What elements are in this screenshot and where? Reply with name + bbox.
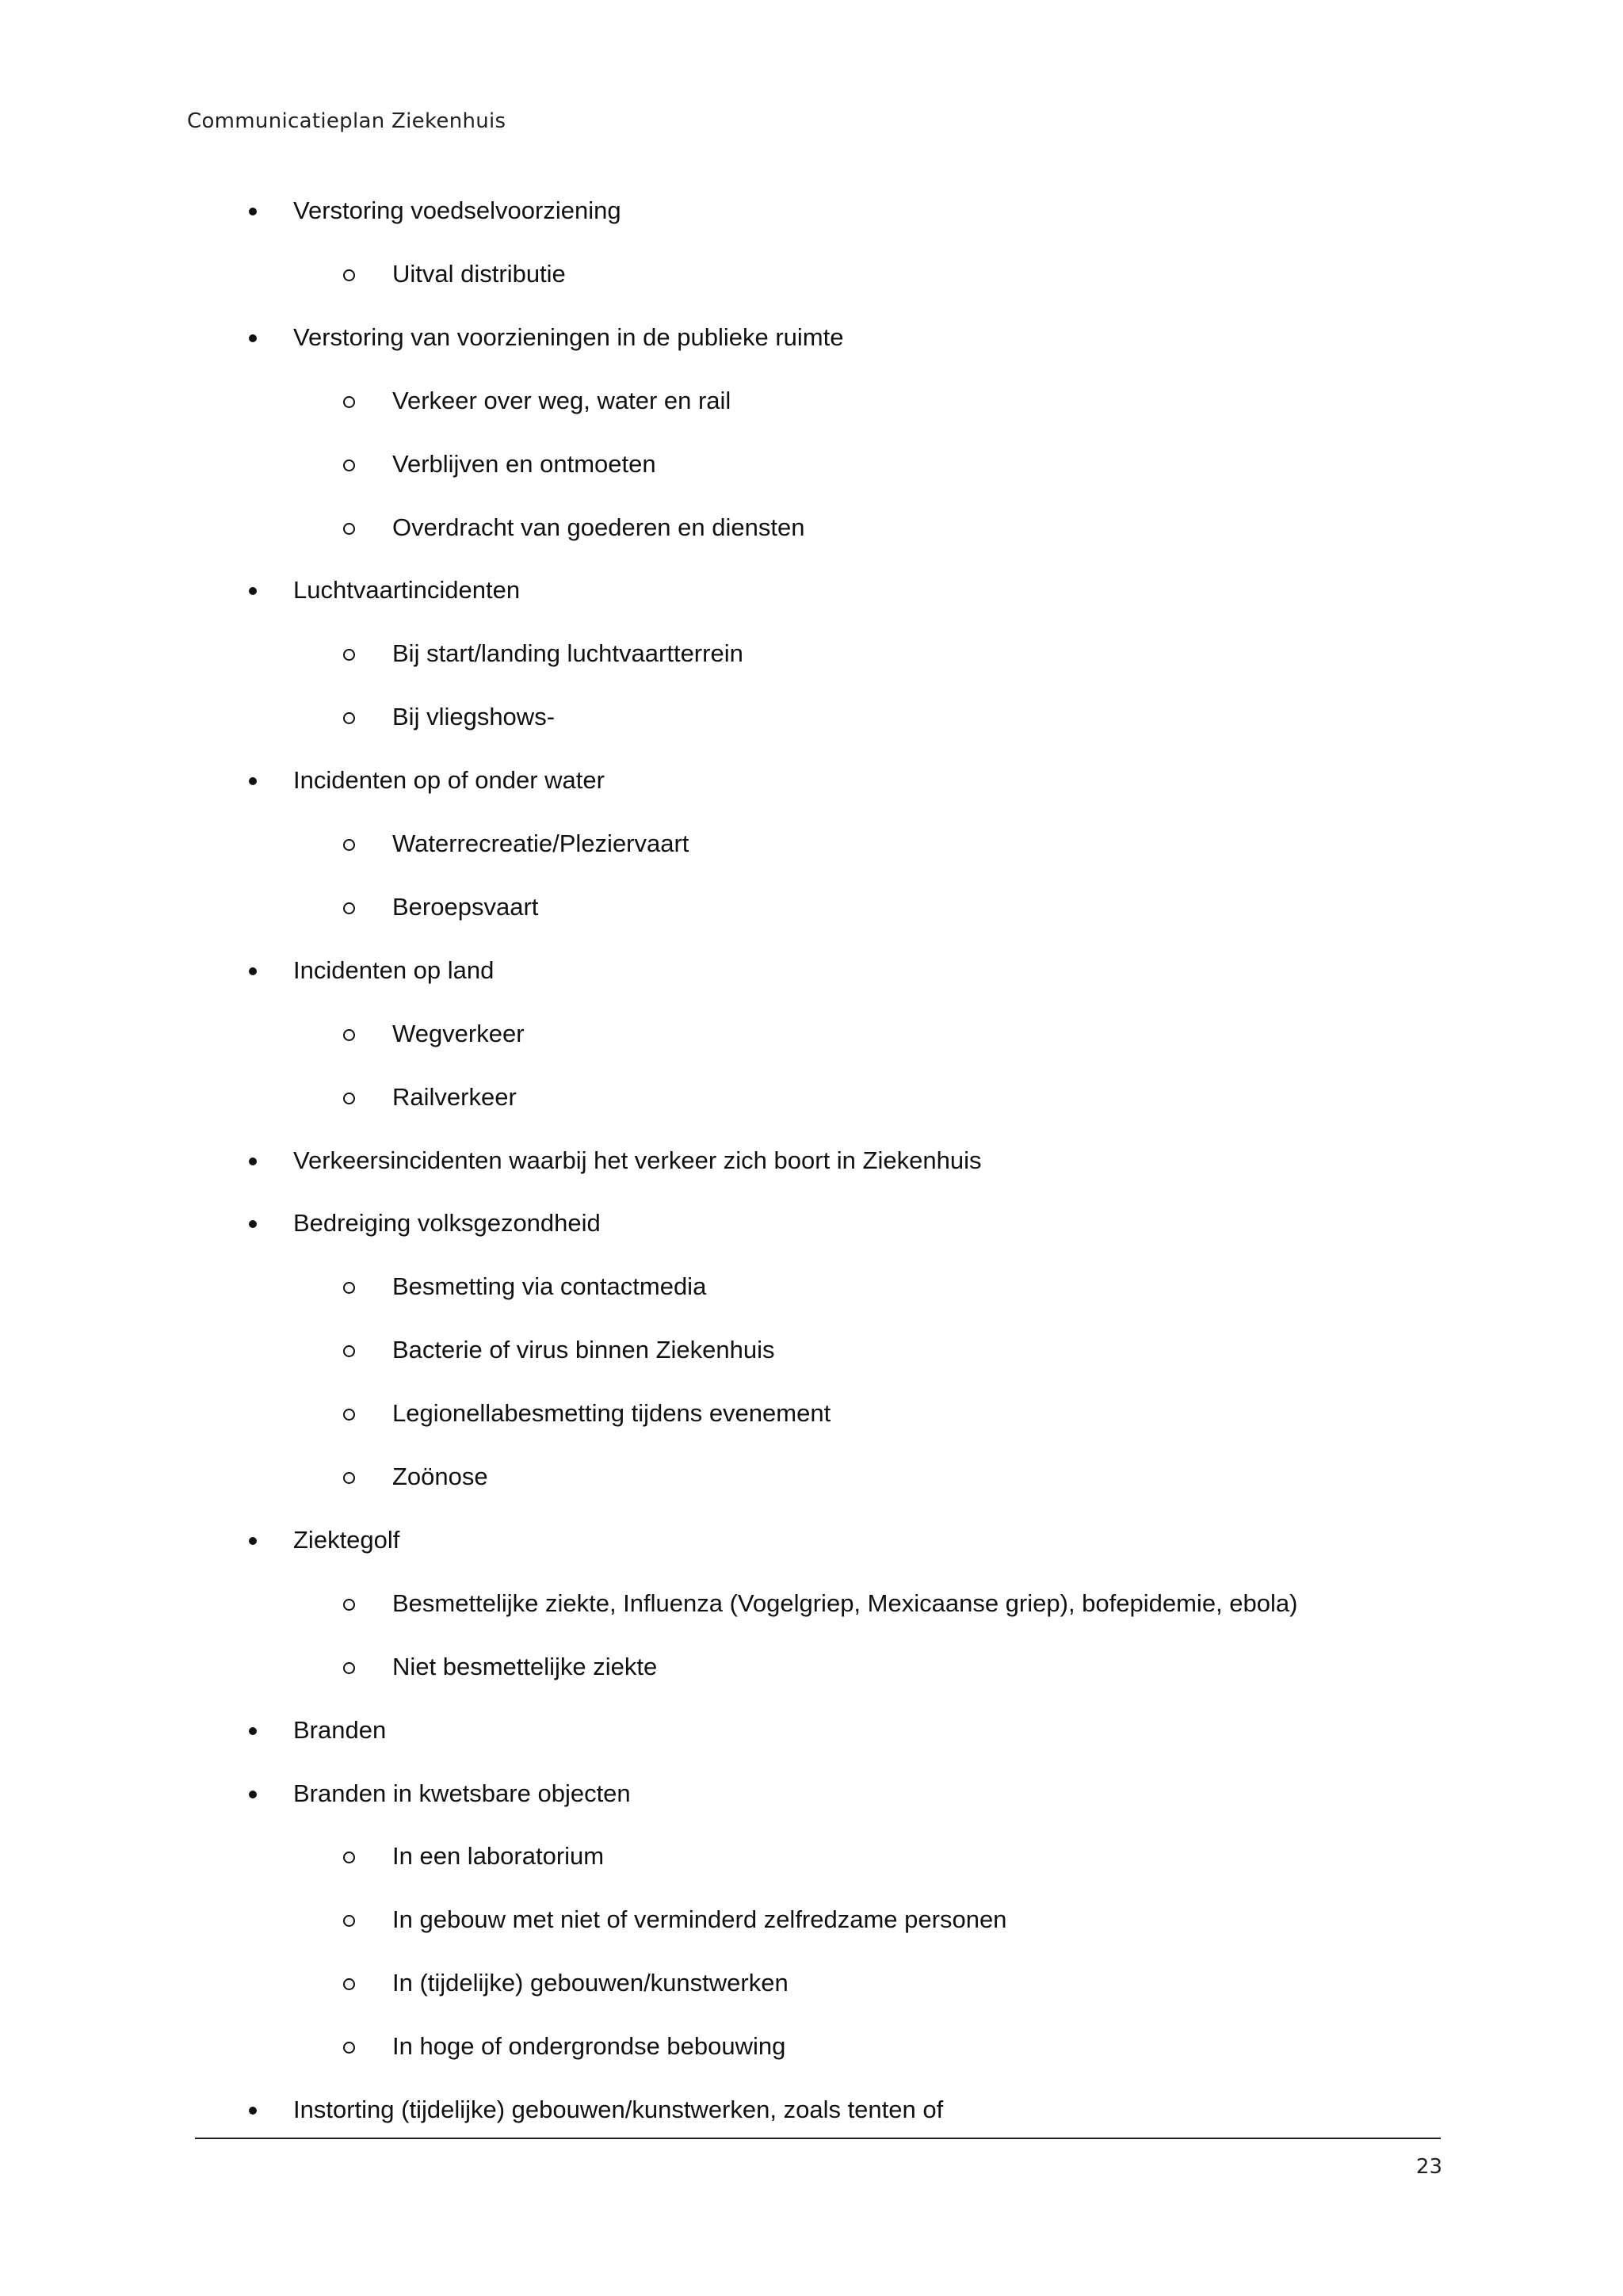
sub-bullet-marker bbox=[343, 1852, 356, 1864]
sub-bullet-marker bbox=[343, 1029, 356, 1042]
sub-bullet-marker bbox=[343, 1409, 356, 1421]
sub-bullet-marker bbox=[343, 460, 356, 472]
sub-bullet-marker bbox=[343, 1978, 356, 1991]
sub-list-item: Bij start/landing luchtvaartterrein bbox=[392, 639, 743, 667]
list-item: Verstoring voedselvoorziening bbox=[293, 196, 621, 224]
sub-list-item: Zoönose bbox=[392, 1463, 488, 1490]
bullet-marker bbox=[246, 204, 258, 217]
bullet-marker bbox=[246, 1787, 258, 1800]
list-item: Verstoring van voorzieningen in de publieke ruimte bbox=[293, 323, 844, 351]
sub-list-item: In hoge of ondergrondse bebouwing bbox=[392, 2032, 786, 2060]
bullet-marker bbox=[246, 964, 258, 977]
list-item: Verkeersincidenten waarbij het verkeer zich boort in Ziekenhuis bbox=[293, 1146, 982, 1174]
bullet-marker bbox=[246, 1724, 258, 1737]
sub-list-item: Waterrecreatie/Pleziervaart bbox=[392, 830, 689, 857]
list-item: Luchtvaartincidenten bbox=[293, 576, 521, 604]
sub-bullet-marker bbox=[343, 712, 356, 725]
list-item: Branden bbox=[293, 1716, 387, 1744]
sub-list-item: Niet besmettelijke ziekte bbox=[392, 1653, 658, 1680]
bullet-marker bbox=[246, 2103, 258, 2116]
sub-list-item: Overdracht van goederen en diensten bbox=[392, 513, 805, 541]
list-item: Branden in kwetsbare objecten bbox=[293, 1779, 631, 1807]
footer-rule bbox=[195, 2138, 1441, 2139]
list-item: Ziektegolf bbox=[293, 1526, 400, 1554]
sub-bullet-marker bbox=[343, 1282, 356, 1295]
sub-bullet-marker bbox=[343, 1662, 356, 1675]
sub-bullet-marker bbox=[343, 396, 356, 409]
running-header: Communicatieplan Ziekenhuis bbox=[187, 109, 506, 133]
page-number: 23 bbox=[1415, 2155, 1442, 2179]
sub-bullet-marker bbox=[343, 1093, 356, 1105]
sub-bullet-marker bbox=[343, 902, 356, 915]
bullet-marker bbox=[246, 774, 258, 787]
sub-bullet-marker bbox=[343, 1472, 356, 1485]
bullet-marker bbox=[246, 584, 258, 597]
list-item: Bedreiging volksgezondheid bbox=[293, 1209, 601, 1237]
sub-list-item: Legionellabesmetting tijdens evenement bbox=[392, 1399, 831, 1427]
sub-list-item: Bij vliegshows- bbox=[392, 703, 556, 730]
sub-list-item: In (tijdelijke) gebouwen/kunstwerken bbox=[392, 1969, 789, 1997]
bullet-marker bbox=[246, 331, 258, 344]
bullet-marker bbox=[246, 1217, 258, 1230]
sub-list-item: Verblijven en ontmoeten bbox=[392, 450, 656, 478]
sub-list-item: Uitval distributie bbox=[392, 260, 566, 288]
list-item: Incidenten op of onder water bbox=[293, 766, 605, 794]
sub-bullet-marker bbox=[343, 649, 356, 662]
sub-bullet-marker bbox=[343, 1599, 356, 1611]
list-item: Instorting (tijdelijke) gebouwen/kunstwerken, zoals tenten of bbox=[293, 2096, 944, 2123]
sub-list-item: Besmettelijke ziekte, Influenza (Vogelgriep, Mexicaanse griep), bofepidemie, ebola) bbox=[392, 1589, 1298, 1617]
bullet-marker bbox=[246, 1154, 258, 1167]
sub-list-item: Railverkeer bbox=[392, 1083, 517, 1111]
sub-list-item: Beroepsvaart bbox=[392, 893, 539, 921]
list-item: Incidenten op land bbox=[293, 956, 495, 984]
sub-bullet-marker bbox=[343, 1915, 356, 1928]
sub-bullet-marker bbox=[343, 839, 356, 852]
sub-list-item: In een laboratorium bbox=[392, 1842, 605, 1870]
bullet-marker bbox=[246, 1534, 258, 1547]
sub-bullet-marker bbox=[343, 523, 356, 536]
sub-list-item: Wegverkeer bbox=[392, 1020, 525, 1047]
sub-bullet-marker bbox=[343, 1345, 356, 1358]
sub-list-item: Besmetting via contactmedia bbox=[392, 1272, 707, 1300]
sub-bullet-marker bbox=[343, 2042, 356, 2054]
sub-list-item: Bacterie of virus binnen Ziekenhuis bbox=[392, 1336, 775, 1363]
sub-bullet-marker bbox=[343, 269, 356, 282]
sub-list-item: Verkeer over weg, water en rail bbox=[392, 387, 731, 414]
sub-list-item: In gebouw met niet of verminderd zelfredzame personen bbox=[392, 1905, 1007, 1933]
